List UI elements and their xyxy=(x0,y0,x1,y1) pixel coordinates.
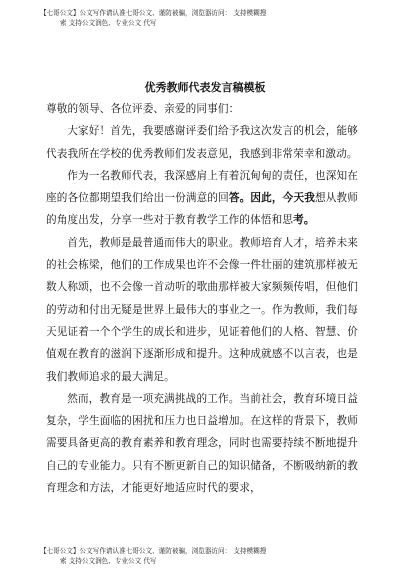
footer-line-2: 索 支持公文润色、专业公文 代写 xyxy=(60,557,157,565)
banner-line-1: 【七哥公文】公文写作请认准七哥公文、谨防被骗，浏览器访问： 支持模糊搜 xyxy=(40,9,267,17)
footer-watermark-banner xyxy=(0,546,410,566)
paragraph-2 xyxy=(46,165,358,232)
banner-line-2: 索 支持公文润色、专业公文 代写 xyxy=(60,19,157,27)
document-title: 优秀教师代表发言稿模板 xyxy=(144,81,266,94)
paragraph-2-text-b: 想从教师的角度出发，分享一些对于教育教学工作的体悟和思 xyxy=(46,192,358,227)
paragraph-1: 大家好！首先，我要感谢评委们给予我这次发言的机会，能够代表我所在学校的优秀教师们发表意见，我感到非常荣幸和激动。 xyxy=(46,125,358,160)
greeting: 尊敬的领导、各位评委、亲爱的同事们： xyxy=(46,103,240,115)
header-watermark-banner xyxy=(0,8,410,28)
paragraph-2-text-a: 作为一名教师代表，我深感肩上有着沉甸甸的责任，也深知在座的各位都期望我们给出一份满意的回 xyxy=(46,169,358,205)
paragraph-3: 首先，教师是最普通而伟大的职业。教师培育人才，培养未来的社会栋梁，他们的工作成果也许不会像一件壮丽的建筑那样被无数人称颂，也不会像一首动听的歌曲那样被大家频频传唱，但他们的劳动和付出无疑是世界上最伟大的事业之一。作为教师，我们每天见证着一个个学生的成长和进步，见证着他们的人格、智慧、价值观在教育的滋润下逐渐形成和提升。这种成就感不以言表，也是我们教师追求的最大满足。 xyxy=(46,236,358,383)
document-body xyxy=(46,98,358,499)
paragraph-2-bold-b: 考。 xyxy=(293,214,315,227)
footer-line-1: 【七哥公文】公文写作请认准七哥公文、谨防被骗，浏览器访问： 支持模糊搜 xyxy=(40,547,267,555)
paragraph-4: 然而，教育是一项充满挑战的工作。当前社会，教育环境日益复杂，学生面临的困扰和压力也日益增加。在这样的背景下，教师需要具备更高的教育素养和教育理念，同时也需要持续不断地提升自己的专业能力。只有不断更新自己的知识储备，不断吸纳新的教育理念和方法，才能更好地适应时代的要求， xyxy=(46,392,358,495)
paragraph-2-bold-a: 答。因此，今天我 xyxy=(228,192,315,205)
